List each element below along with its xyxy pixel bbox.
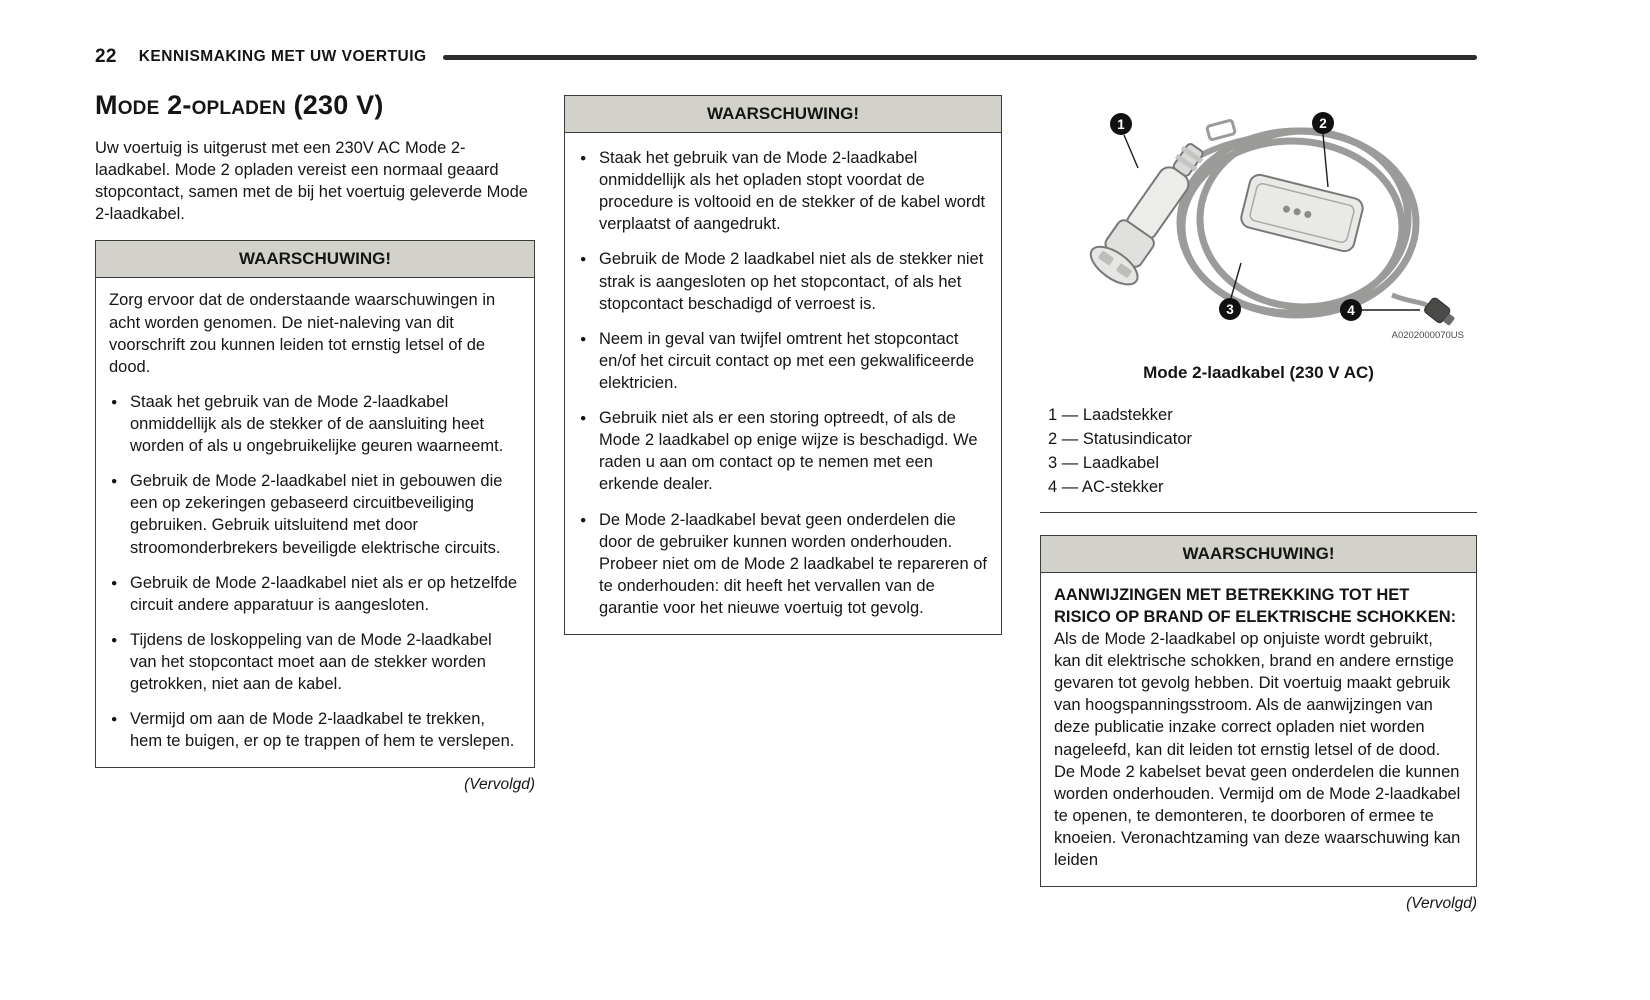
page-header [95, 46, 1477, 68]
warning-header: WAARSCHUWING! [565, 96, 1001, 133]
legend-item: 3 — Laadkabel [1048, 453, 1159, 472]
list-item: ● Gebruik de Mode 2 laadkabel niet als de stekker niet strak is aangesloten op het stopcontact, of als het stopcontact beschadigd of verroest is. [578, 248, 988, 314]
cable-tail [1392, 295, 1432, 308]
warning-lead: AANWIJZINGEN MET BETREKKING TOT HET RISICO OP BRAND OF ELEKTRISCHE SCHOKKEN: [1054, 585, 1457, 626]
continued-note: (Vervolgd) [1406, 895, 1477, 913]
callout-2-label: 2 [1319, 116, 1327, 131]
page-number: 22 [95, 46, 117, 67]
warning-header: WAARSCHUWING! [96, 241, 534, 278]
figure-cable [1040, 95, 1477, 347]
warning-header: WAARSCHUWING! [1041, 536, 1476, 573]
legend-item: 2 — Statusindicator [1048, 429, 1192, 448]
cable-illustration [1040, 95, 1477, 347]
list-item: ● Neem in geval van twijfel omtrent het stopcontact en/of het circuit contact op met een gekwalificeerde elektricien. [578, 328, 988, 394]
callout-4-label: 4 [1347, 303, 1355, 318]
callout-3-label: 3 [1226, 302, 1234, 317]
chapter-title: KENNISMAKING MET UW VOERTUIG [138, 48, 427, 65]
figure-code: A0202000070US [1391, 330, 1464, 341]
list-item: ● Vermijd om aan de Mode 2-laadkabel te trekken, hem te buigen, er op te trappen of hem te verslepen. [109, 708, 521, 752]
cable-strap [1207, 120, 1236, 140]
list-item: ● Tijdens de loskoppeling van de Mode 2-laadkabel van het stopcontact moet aan de stekker worden getrokken, niet aan de kabel. [109, 629, 521, 695]
list-item: ● Gebruik de Mode 2-laadkabel niet als er op hetzelfde circuit andere apparatuur is aangesloten. [109, 572, 521, 616]
list-item: ● Staak het gebruik van de Mode 2-laadkabel onmiddellijk als de stekker of de aansluiting heet worden of als u ongebruikelijke geuren waarneemt. [109, 391, 521, 457]
warning-intro: Zorg ervoor dat de onderstaande waarschuwingen in acht worden genomen. De niet-naleving van dit voorschrift zou kunnen leiden tot ernstig letsel of de dood. [109, 291, 496, 376]
list-item: ● Gebruik de Mode 2-laadkabel niet in gebouwen die een op zekeringen gebaseerd circuitbeveiliging gebruiken. Gebruik uitsluitend met door stroomonderbrekers beveiligde elektrische circuits. [109, 470, 521, 558]
figure-legend [1040, 405, 1477, 513]
warning-box-right [1040, 535, 1477, 887]
status-indicator-box [1239, 173, 1365, 253]
column-middle [564, 95, 1002, 635]
legend-item: 4 — AC-stekker [1048, 477, 1164, 496]
figure-caption: Mode 2-laadkabel (230 V AC) [1143, 363, 1374, 382]
intro-paragraph: Uw voertuig is uitgerust met een 230V AC Mode 2-laadkabel. Mode 2 opladen vereist een normaal geaard stopcontact, samen met de bij het voertuig geleverde Mode 2-laadkabel. [95, 139, 528, 224]
list-item: ● De Mode 2-laadkabel bevat geen onderdelen die door de gebruiker kunnen worden onderhouden. Probeer niet om de Mode 2 laadkabel te repareren of te onderhouden: dit heeft het vervallen van de garantie voor het nieuwe voertuig tot gevolg. [578, 509, 988, 620]
warning-body [565, 133, 1001, 634]
list-item: ● Staak het gebruik van de Mode 2-laadkabel onmiddellijk als het opladen stopt voordat de procedure is voltooid en de stekker of de kabel wordt verplaatst of aangedrukt. [578, 147, 988, 235]
header-rule [443, 55, 1477, 60]
ac-plug [1423, 297, 1458, 330]
warning-body [96, 278, 534, 767]
column-right [1040, 95, 1477, 913]
warning-text: Als de Mode 2-laadkabel op onjuiste wordt gebruikt, kan dit elektrische schokken, brand en andere ernstige gevaren tot gevolg hebben. Dit voertuig maakt gebruik van hoogspanningsstroom. Als de aanwijzingen van deze publicatie inzake correct opladen niet worden nageleefd, kan dit leiden tot ernstig letsel of de dood. De Mode 2 kabelset bevat geen onderdelen die kunnen worden onderhouden. Vermijd om de Mode 2-laadkabel te openen, te demonteren, te doorboren of ermee te knoeien. Veronachtzaming van deze waarschuwing kan leiden [1054, 629, 1461, 870]
legend-item: 1 — Laadstekker [1048, 406, 1173, 424]
warning-box-left [95, 240, 535, 768]
continued-note: (Vervolgd) [464, 776, 535, 794]
list-item: ● Gebruik niet als er een storing optreedt, of als de Mode 2 laadkabel op enige wijze is beschadigd. We raden u aan om contact op te nemen met een erkende dealer. [578, 407, 988, 495]
column-left [95, 90, 535, 794]
section-title: Mode 2-opladen (230 V) [95, 90, 384, 120]
warning-body [1041, 573, 1476, 886]
warning-box-middle [564, 95, 1002, 635]
callout-1-label: 1 [1117, 117, 1125, 132]
